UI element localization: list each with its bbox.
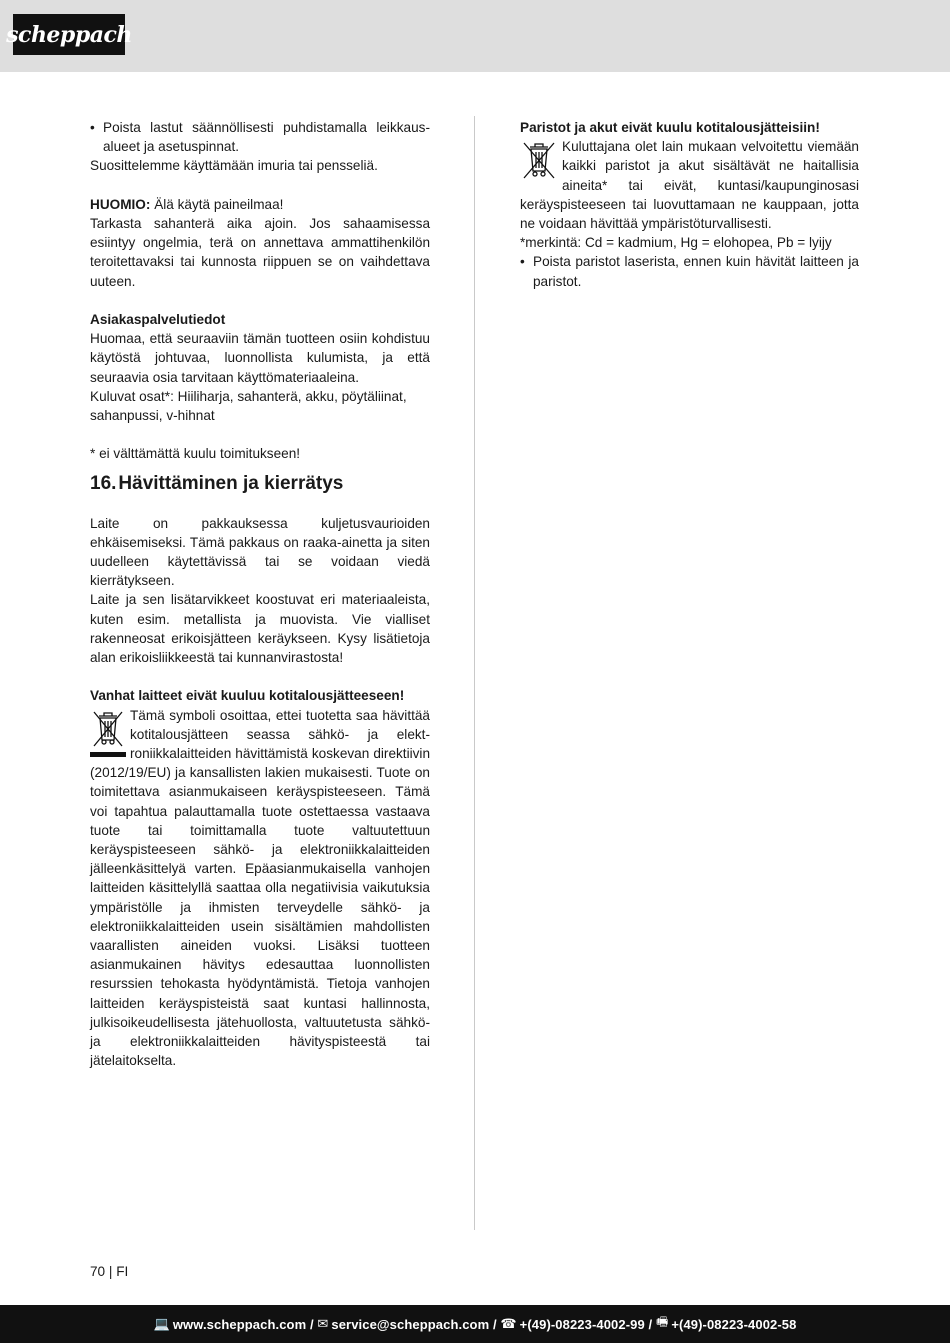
footer-separator: / [644, 1316, 656, 1332]
crossed-bin-icon [520, 139, 558, 181]
warning-line [90, 195, 430, 214]
packaging-text: Laite on pakkauksessa kuljetusvaurioiden ehkäisemiseksi. Tämä pakkaus on raaka-ainetta ja siten uudelleen käytettävissä tai se voidaan viedä kierrätykseen. [90, 515, 430, 589]
left-column [90, 118, 430, 1070]
section-title: Hävittäminen ja kierrätys [118, 472, 344, 494]
bullet-remove-batteries: • Poista paristot laserista, ennen kuin hävität laitteen ja paristot. [520, 252, 859, 290]
weee-text: Tämä symboli osoittaa, ettei tuotetta saa hävittää kotitalousjätteen seassa sähkö- ja elektroniikkalaitteiden hävittämistä koskevan direktiivin (2012/19/EU) ja kansallisten lakien mukaisesti. Tuote on toimitettava asianmukaiseen keräyspisteeseen. Tämä voi tapahtua palauttamalla tuote ostettaessa vastaava tuote tai toimittamalla tuote valtuutettuun keräyspisteeseen sähkö- ja elektroniikkalaitteiden jälleenkäsittelyä varten. Epäasianmukaisella vanhojen laitteiden käsittelyllä saattaa olla negatiivisia vaikutuksia ympäristölle ja ihmisten terveydelle sähkö- ja elektroniikkalaitteiden usein sisältämien mahdollisten vaarallisten aineiden vuoksi. Lisäksi tuotteen asianmukainen hävitys edesauttaa luonnollisten resurssien tehokasta hyödyntämistä. Tietoja vanhojen laitteiden keräyspisteistä saat kuntasi hallinnosta, julkisoikeudellisesta jätehuollosta, valtuutetusta sähkö- ja elektroniikkalaitteiden hävityspisteestä tai jätelaitokselta. [90, 707, 430, 1069]
section-number: 16. [90, 472, 117, 494]
footer-bar [0, 1305, 950, 1343]
warning-label: HUOMIO: [90, 196, 151, 212]
bullet-clean-chips: • Poista lastut säännöllisesti puhdistamalla leikkausalueet ja asetuspinnat. [90, 118, 430, 156]
brand-logo: scheppach [13, 14, 125, 55]
service-text: Huomaa, että seuraaviin tämän tuotteen osiin kohdistuu käytöstä johtuvaa, luonnollista kulumista, ja että seuraavia osia tarvitaan käyttömateriaaleina. [90, 331, 430, 385]
footer-email[interactable]: service@scheppach.com [331, 1316, 490, 1332]
crossed-bin-icon [90, 708, 126, 758]
page-number [90, 1264, 128, 1279]
fax-icon: 🖷 [655, 1314, 669, 1329]
materials-text: Laite ja sen lisätarvikkeet koostuvat eri materiaaleista, kuten esim. metallista ja muovista. Vie vialliset rakenneosat erikoisjätteen keräykseen. Kysy lisätietoja alan erikoisliikkeestä tai kunnanvirastosta! [90, 592, 430, 666]
old-devices-heading: Vanhat laitteet eivät kuuluu kotitalousjätteeseen! [90, 688, 405, 704]
service-heading: Asiakaspalvelutiedot [90, 312, 226, 327]
footer-fax: +(49)-08223-4002-58 [671, 1316, 797, 1332]
page-language: FI [116, 1264, 129, 1279]
battery-text: Kuluttajana olet lain mukaan velvoitettu viemään kaikki paristot ja akut sisältävät ne haitallisia aineita* tai eivät, kuntasi/kaupunginosasi keräyspisteeseen tai luovuttamaan ne kauppaan, jotta ne voidaan hävittää ympäristöturvallisesti. [520, 139, 859, 232]
phone-icon: ☎ [500, 1316, 517, 1331]
header-band [0, 0, 950, 72]
weee-block [90, 706, 430, 1071]
mail-icon: ✉ [317, 1316, 329, 1331]
footer-separator: / [489, 1316, 501, 1332]
blade-check-text: Tarkasta sahanterä aika ajoin. Jos sahaamisessa esiintyy ongelmia, terä on annettava ammattihenkilön teroitettavaksi tai kunnosta riippuen se on vaihdettava uuteen. [90, 216, 430, 289]
computer-icon: 💻 [153, 1316, 170, 1331]
footer-website[interactable]: www.scheppach.com [172, 1316, 307, 1332]
right-column [520, 118, 859, 291]
page-separator: | [105, 1264, 117, 1279]
column-divider [474, 116, 475, 1230]
delivery-footnote: * ei välttämättä kuulu toimitukseen! [90, 446, 301, 462]
recommendation-text: Suosittelemme käyttämään imuria tai pensseliä. [90, 158, 378, 174]
page-number-value: 70 [90, 1264, 106, 1279]
battery-heading: Paristot ja akut eivät kuulu kotitalousjätteisiin! [520, 120, 820, 135]
footer-separator: / [306, 1316, 318, 1332]
marking-note: *merkintä: Cd = kadmium, Hg = elohopea, Pb = lyijy [520, 235, 832, 251]
warning-text: Älä käytä paineilmaa! [150, 196, 284, 212]
section-heading [90, 472, 430, 496]
battery-block [520, 137, 859, 233]
wear-parts-text: Kuluvat osat*: Hiiliharja, sahanterä, akku, pöytäliinat, sahanpussi, v-hihnat [90, 388, 407, 424]
footer-phone[interactable]: +(49)-08223-4002-99 [519, 1316, 645, 1332]
